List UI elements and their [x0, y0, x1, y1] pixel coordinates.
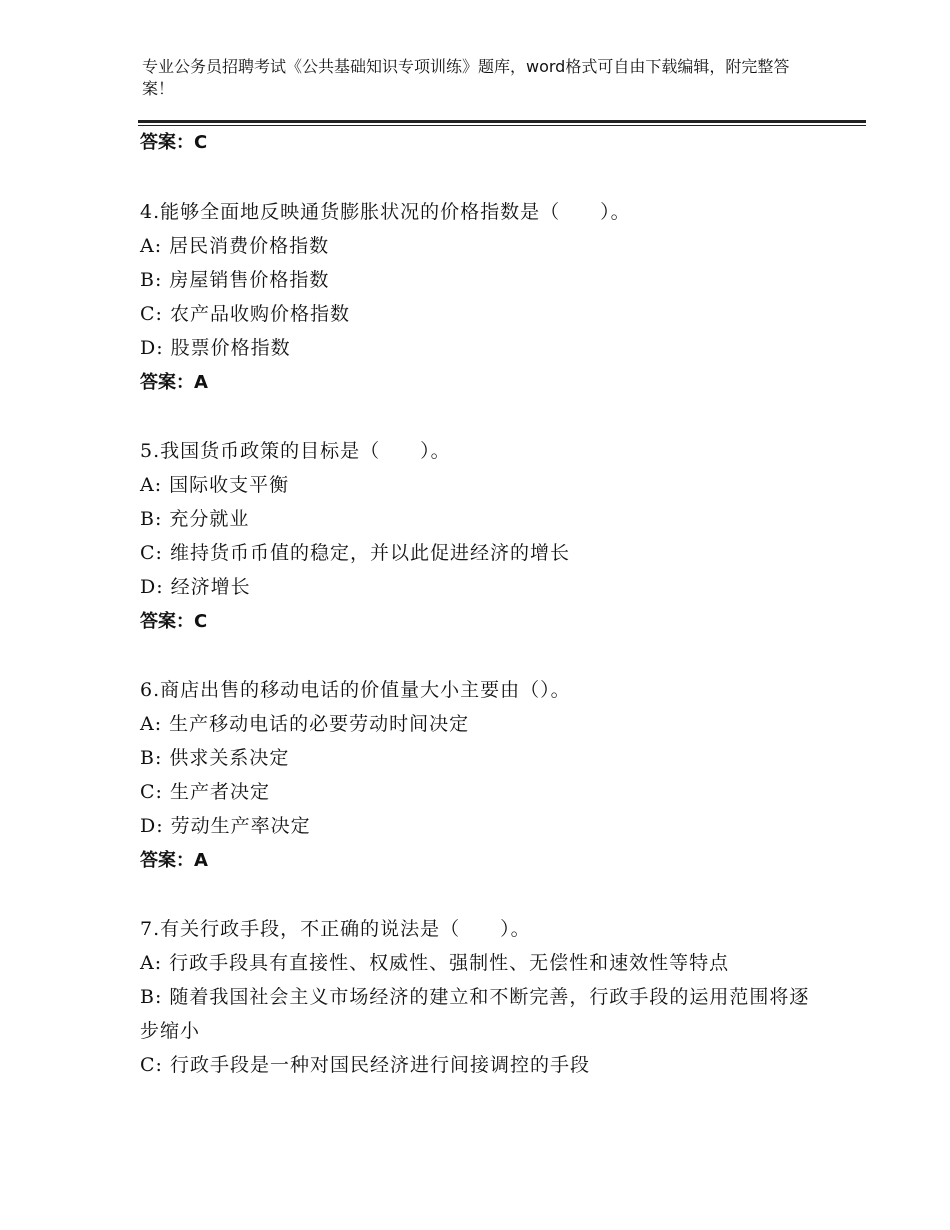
- question-6-option-a: A: 生产移动电话的必要劳动时间决定: [140, 713, 470, 735]
- question-6-stem: 6.商店出售的移动电话的价值量大小主要由（）。: [140, 679, 571, 701]
- answer-prev: 答案：C: [140, 132, 208, 153]
- question-6-option-b: B: 供求关系决定: [140, 747, 290, 769]
- question-5-option-a: A: 国际收支平衡: [140, 474, 290, 496]
- header-rule-thick: [138, 120, 866, 123]
- question-4-option-d: D: 股票价格指数: [140, 337, 291, 359]
- question-7-option-a: A: 行政手段具有直接性、权威性、强制性、无偿性和速效性等特点: [140, 952, 730, 974]
- question-6-answer: 答案：A: [140, 850, 208, 871]
- question-4-option-c: C: 农产品收购价格指数: [140, 303, 350, 325]
- question-5-option-d: D: 经济增长: [140, 576, 251, 598]
- question-6-option-d: D: 劳动生产率决定: [140, 815, 311, 837]
- question-4-option-b: B: 房屋销售价格指数: [140, 269, 330, 291]
- question-6-option-c: C: 生产者决定: [140, 781, 270, 803]
- question-5-stem: 5.我国货币政策的目标是（ ）。: [140, 440, 451, 462]
- header-rule-thin: [138, 125, 866, 126]
- question-5-option-c: C: 维持货币币值的稳定，并以此促进经济的增长: [140, 542, 570, 564]
- question-4-answer: 答案：A: [140, 372, 208, 393]
- document-header: 专业公务员招聘考试《公共基础知识专项训练》题库，word格式可自由下载编辑，附完整答案！: [142, 57, 790, 98]
- question-4-option-a: A: 居民消费价格指数: [140, 235, 330, 257]
- question-7-option-b: B: 随着我国社会主义市场经济的建立和不断完善，行政手段的运用范围将逐步缩小: [140, 986, 810, 1042]
- question-5-option-b: B: 充分就业: [140, 508, 250, 530]
- question-7-stem: 7.有关行政手段，不正确的说法是（ ）。: [140, 918, 531, 940]
- question-5-answer: 答案：C: [140, 611, 208, 632]
- question-7-option-c: C: 行政手段是一种对国民经济进行间接调控的手段: [140, 1054, 590, 1076]
- question-4-stem: 4.能够全面地反映通货膨胀状况的价格指数是（ ）。: [140, 201, 631, 223]
